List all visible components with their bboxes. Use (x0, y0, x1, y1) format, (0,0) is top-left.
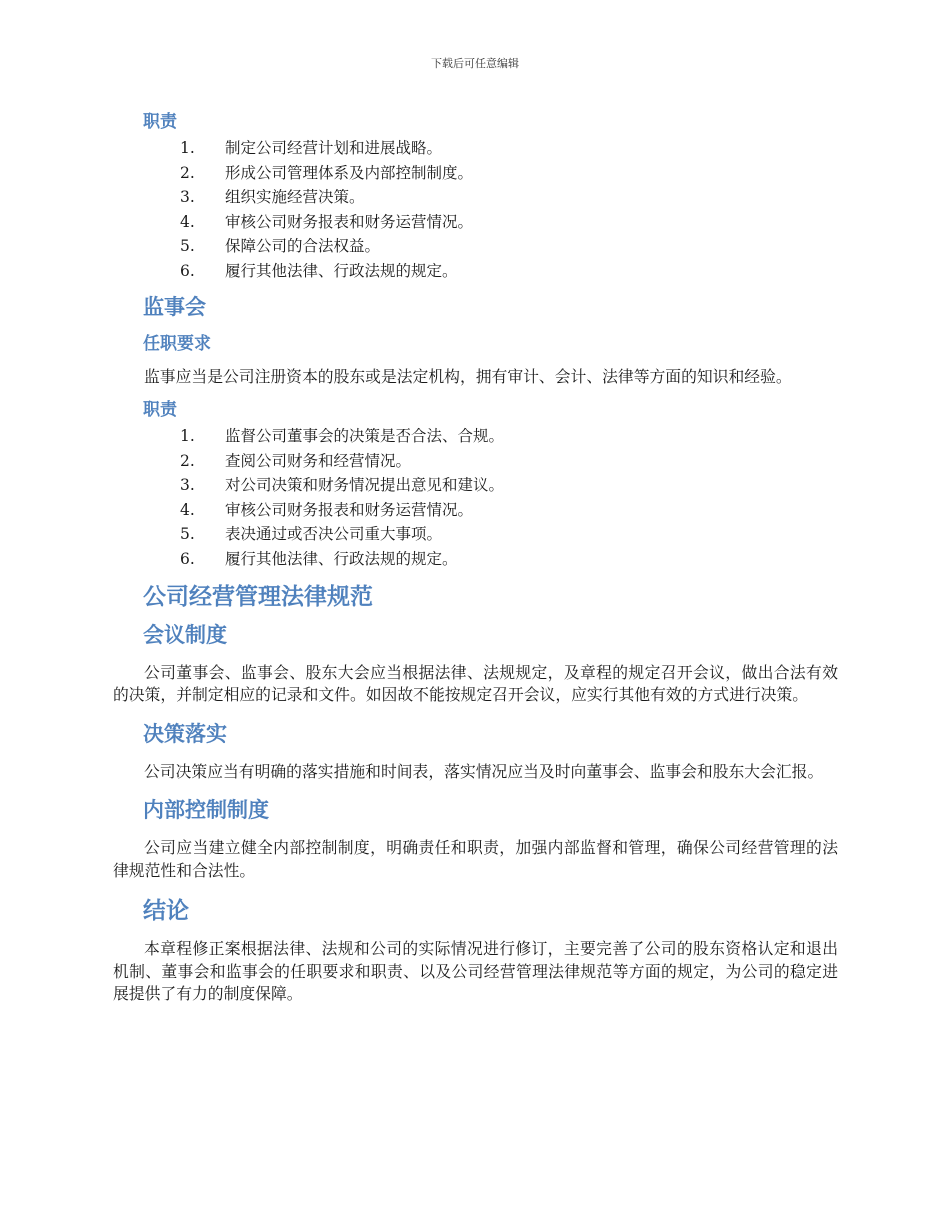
page-header: 下载后可任意编辑 (431, 57, 519, 70)
supervisor-duties-list (113, 424, 838, 572)
paragraph: 监事应当是公司注册资本的股东或是法定机构，拥有审计、会计、法律等方面的知识和经验。 (144, 366, 792, 386)
list-item: 1. 制定公司经营计划和进展战略。 (180, 139, 443, 157)
list-item: 2. 形成公司管理体系及内部控制制度。 (180, 163, 474, 182)
section-heading-duties: 职责 (143, 112, 177, 132)
list-item: 5. 表决通过或否决公司重大事项。 (180, 525, 443, 544)
subheading-duties: 职责 (143, 400, 177, 421)
subheading-requirements: 任职要求 (143, 333, 211, 354)
paragraph: 公司应当建立健全内部控制制度，明确责任和职责，加强内部监督和管理，确保公司经营管理的法律规范性和合法性。 (113, 838, 838, 880)
list-item: 6. 履行其他法律、行政法规的规定。 (180, 261, 458, 280)
section-heading-legal-norms: 公司经营管理法律规范 (143, 583, 373, 610)
section-heading-conclusion: 结论 (143, 898, 189, 925)
paragraph: 公司董事会、监事会、股东大会应当根据法律、法规规定，及章程的规定召开会议，做出合法有效的决策，并制定相应的记录和文件。如因故不能按规定召开会议，应实行其他有效的方式进行决策。 (113, 662, 838, 705)
subheading-decision-implementation: 决策落实 (143, 721, 227, 746)
list-item: 6. 履行其他法律、行政法规的规定。 (180, 550, 458, 569)
list-item: 4. 审核公司财务报表和财务运营情况。 (180, 212, 474, 231)
paragraph: 本章程修正案根据法律、法规和公司的实际情况进行修订，主要完善了公司的股东资格认定和退出机制、董事会和监事会的任职要求和职责、以及公司经营管理法律规范等方面的规定，为公司的稳定进展提供了有力的制度保障。 (113, 939, 838, 1004)
list-item: 3. 对公司决策和财务情况提出意见和建议。 (180, 476, 505, 495)
duties-list (113, 136, 838, 284)
subheading-meeting-system: 会议制度 (143, 622, 227, 647)
document-body (113, 108, 838, 1006)
paragraph: 公司决策应当有明确的落实措施和时间表，落实情况应当及时向董事会、监事会和股东大会汇报。 (144, 761, 824, 781)
list-item: 3. 组织实施经营决策。 (180, 188, 365, 207)
section-heading-supervisors: 监事会 (143, 294, 206, 319)
list-item: 2. 查阅公司财务和经营情况。 (180, 451, 412, 470)
subheading-internal-control: 内部控制制度 (143, 798, 269, 823)
list-item: 5. 保障公司的合法权益。 (180, 237, 381, 256)
list-item: 1. 监督公司董事会的决策是否合法、合规。 (180, 427, 505, 446)
list-item: 4. 审核公司财务报表和财务运营情况。 (180, 500, 474, 519)
